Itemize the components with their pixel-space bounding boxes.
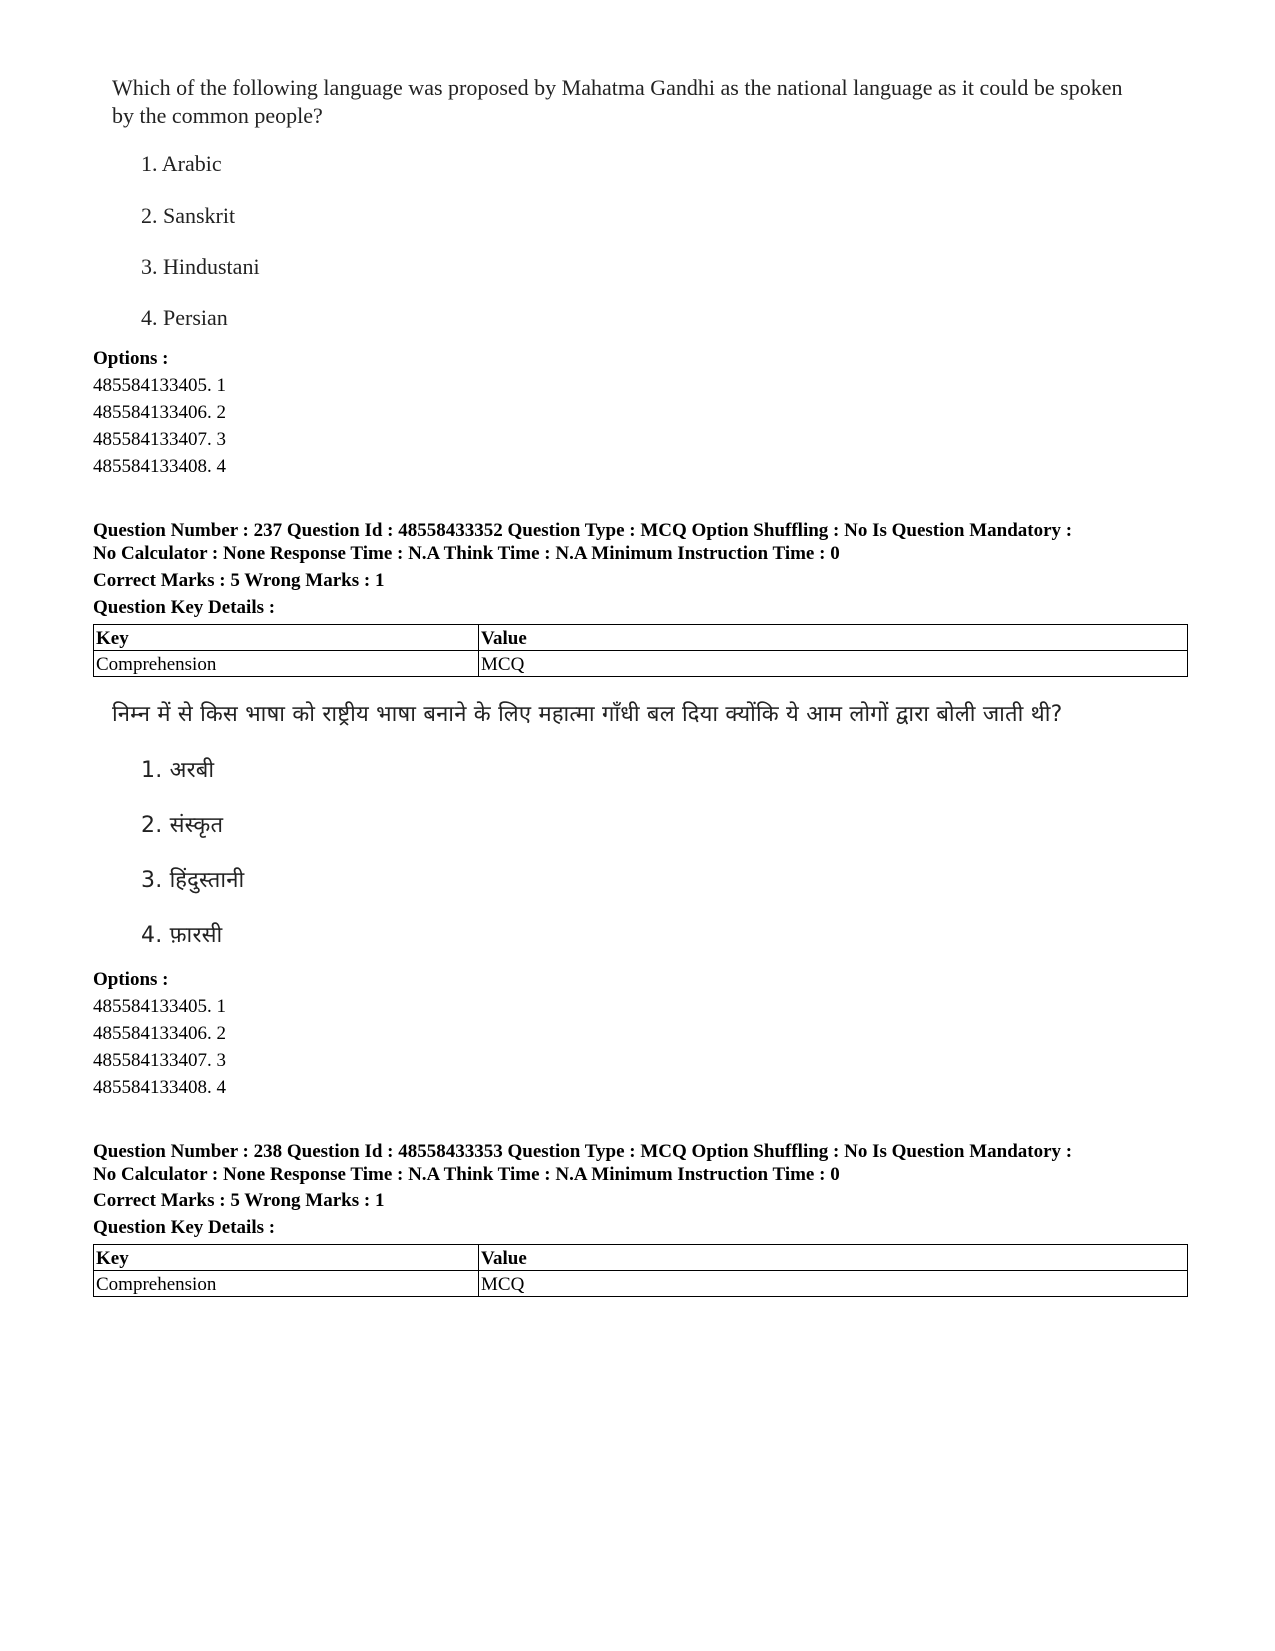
question-meta-line-1: Question Number : 238 Question Id : 48558433353 Question Type : MCQ Option Shuffling : No Is Question Mandatory : (93, 1141, 1073, 1162)
question-meta (93, 1140, 1193, 1186)
question-meta-line-1: Question Number : 237 Question Id : 48558433352 Question Type : MCQ Option Shuffling : No Is Question Mandatory : (93, 520, 1073, 541)
option-id-3: 485584133407. 3 (93, 429, 226, 450)
question-text-english: Which of the following language was proposed by Mahatma Gandhi as the national language as it could be spoken by the common people? (112, 75, 1123, 128)
table-cell-value: MCQ (479, 1271, 1188, 1297)
table-header-row (94, 625, 1188, 651)
option-id-2: 485584133406. 2 (93, 1023, 226, 1044)
marks-line: Correct Marks : 5 Wrong Marks : 1 (93, 570, 385, 591)
table-header-value: Value (479, 1245, 1188, 1271)
option-id-1: 485584133405. 1 (93, 375, 226, 396)
choice-hindi-3: 3. हिंदुस्तानी (141, 868, 245, 893)
choice-4: 4. Persian (141, 305, 228, 330)
choice-1: 1. Arabic (141, 151, 222, 176)
key-details-label: Question Key Details : (93, 597, 276, 618)
marks-line: Correct Marks : 5 Wrong Marks : 1 (93, 1190, 385, 1211)
choice-2: 2. Sanskrit (141, 203, 236, 228)
choice-hindi-1: 1. अरबी (141, 758, 215, 783)
question-meta-line-2: No Calculator : None Response Time : N.A Think Time : N.A Minimum Instruction Time : 0 (93, 543, 840, 564)
options-label: Options : (93, 348, 169, 369)
table-header-key: Key (94, 625, 479, 651)
question-meta (93, 519, 1193, 565)
choice-3: 3. Hindustani (141, 254, 260, 279)
question-text-hindi: निम्न में से किस भाषा को राष्ट्रीय भाषा बनाने के लिए महात्मा गाँधी बल दिया क्योंकि ये आम लोगों द्वारा बोली जाती थी? (112, 702, 1063, 727)
question-meta-line-2: No Calculator : None Response Time : N.A Think Time : N.A Minimum Instruction Time : 0 (93, 1164, 840, 1185)
table-header-key: Key (94, 1245, 479, 1271)
option-id-4: 485584133408. 4 (93, 456, 226, 477)
table-cell-key: Comprehension (94, 1271, 479, 1297)
option-id-4: 485584133408. 4 (93, 1077, 226, 1098)
key-details-table (93, 624, 1188, 677)
table-row (94, 651, 1188, 677)
key-details-table (93, 1244, 1188, 1297)
table-cell-value: MCQ (479, 651, 1188, 677)
option-id-3: 485584133407. 3 (93, 1050, 226, 1071)
table-header-row (94, 1245, 1188, 1271)
table-row (94, 1271, 1188, 1297)
table-header-value: Value (479, 625, 1188, 651)
options-label: Options : (93, 969, 169, 990)
key-details-label: Question Key Details : (93, 1217, 276, 1238)
option-id-1: 485584133405. 1 (93, 996, 226, 1017)
option-id-2: 485584133406. 2 (93, 402, 226, 423)
choice-hindi-4: 4. फ़ारसी (141, 923, 223, 948)
choice-hindi-2: 2. संस्कृत (141, 813, 224, 838)
table-cell-key: Comprehension (94, 651, 479, 677)
